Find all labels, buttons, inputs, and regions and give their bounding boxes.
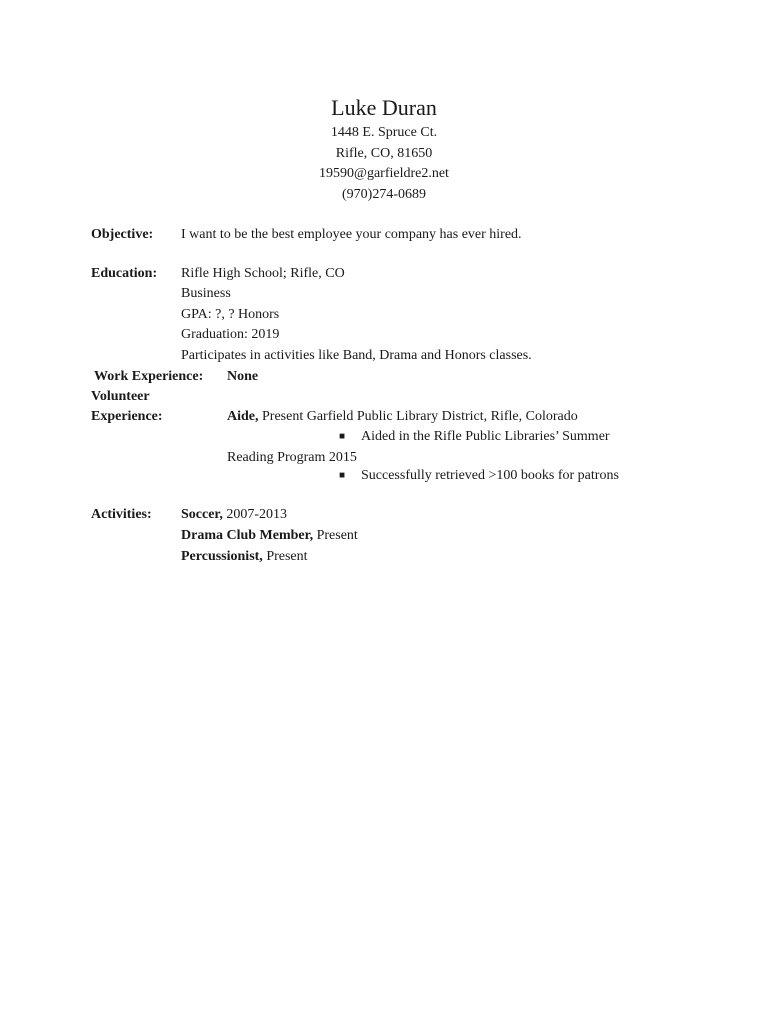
volunteer-bullet-2-text: Successfully retrieved >100 books for patrons bbox=[361, 468, 619, 483]
address-line-1: 1448 E. Spruce Ct. bbox=[330, 125, 438, 140]
education-line-school: Rifle High School; Rifle, CO bbox=[181, 266, 345, 281]
education-line-gpa: GPA: ?, ? Honors bbox=[181, 307, 280, 322]
activity-title: Drama Club Member, bbox=[181, 528, 314, 543]
activities-label: Activities: bbox=[91, 507, 152, 522]
work-experience-value: None bbox=[227, 369, 259, 384]
volunteer-role-title: Aide, bbox=[227, 409, 259, 424]
education-label: Education: bbox=[91, 266, 158, 281]
volunteer-role bbox=[227, 407, 578, 427]
activity-detail: Present bbox=[262, 549, 308, 564]
activity-item bbox=[181, 526, 358, 546]
volunteer-bullet-1-text: Aided in the Rifle Public Libraries’ Summer bbox=[361, 429, 610, 444]
email: 19590@garfieldre2.net bbox=[319, 166, 449, 181]
education-line-field: Business bbox=[181, 286, 231, 301]
work-experience-label: Work Experience: bbox=[94, 369, 204, 384]
objective-label: Objective: bbox=[91, 227, 154, 242]
education-line-activities: Participates in activities like Band, Drama and Honors classes. bbox=[181, 348, 532, 363]
square-bullet-icon: ■ bbox=[339, 470, 346, 481]
activity-title: Percussionist, bbox=[181, 549, 263, 564]
volunteer-bullet-2 bbox=[339, 466, 619, 486]
square-bullet-icon: ■ bbox=[339, 431, 346, 442]
activity-detail: 2007-2013 bbox=[222, 507, 288, 522]
volunteer-role-details: Present Garfield Public Library District, Rifle, Colorado bbox=[258, 409, 578, 424]
education-line-graduation: Graduation: 2019 bbox=[181, 327, 280, 342]
volunteer-label-line-1: Volunteer bbox=[91, 389, 150, 404]
objective-text: I want to be the best employee your company has ever hired. bbox=[181, 227, 522, 242]
address-line-2: Rifle, CO, 81650 bbox=[335, 146, 433, 161]
volunteer-bullet-1-continued: Reading Program 2015 bbox=[227, 450, 357, 465]
phone: (970)274-0689 bbox=[342, 187, 426, 202]
activity-title: Soccer, bbox=[181, 507, 223, 522]
activity-detail: Present bbox=[313, 528, 358, 543]
activity-item bbox=[181, 547, 308, 567]
resume-name: Luke Duran bbox=[331, 95, 437, 120]
volunteer-label-line-2: Experience: bbox=[91, 409, 163, 424]
volunteer-bullet-1 bbox=[339, 427, 610, 447]
activity-item bbox=[181, 505, 287, 525]
